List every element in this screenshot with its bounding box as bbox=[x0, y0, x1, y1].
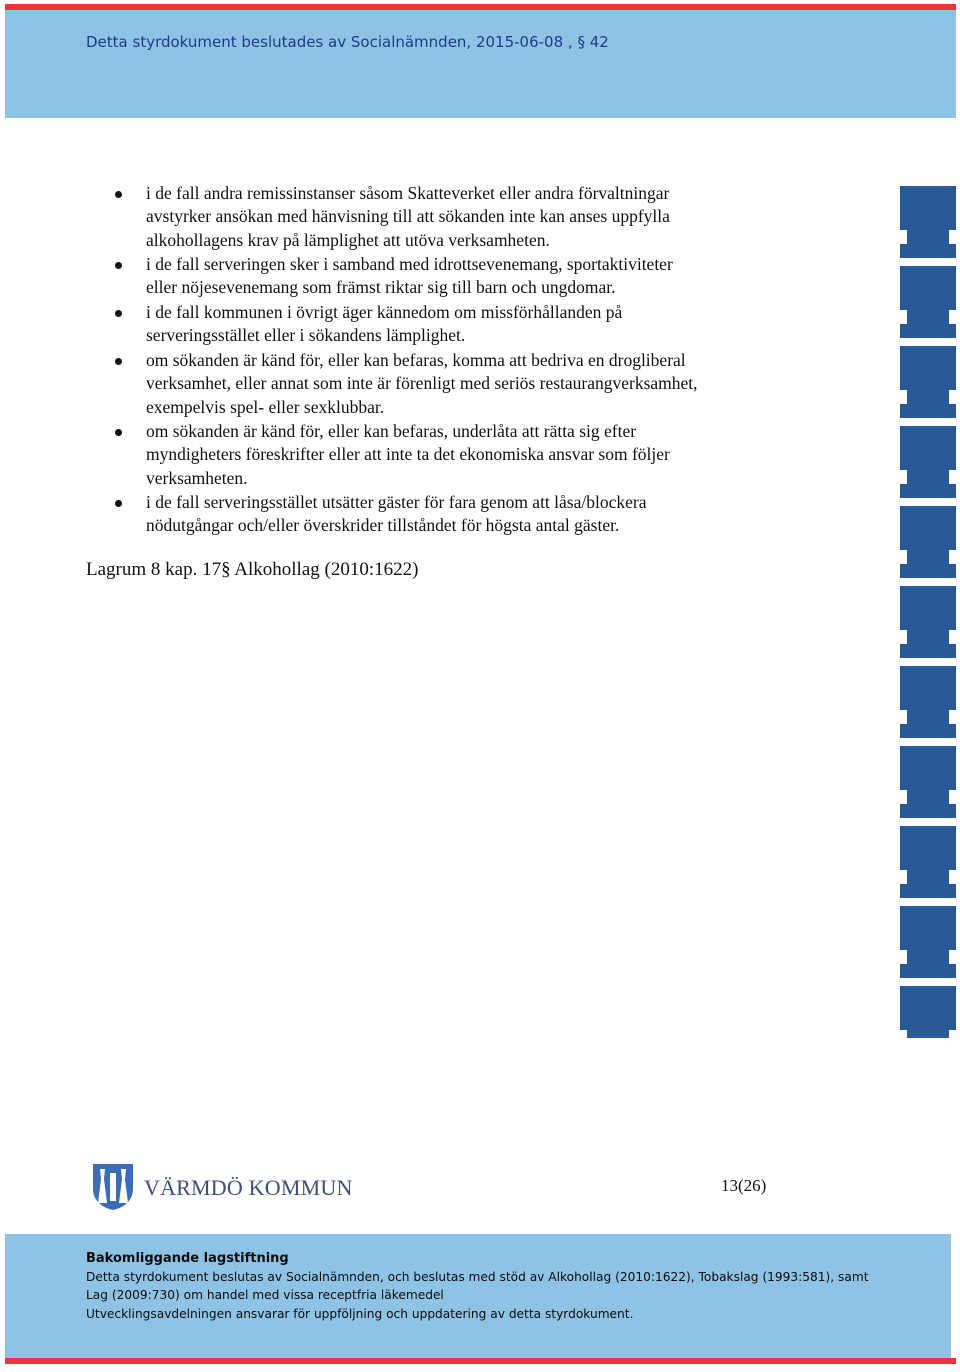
municipality-logo bbox=[92, 1163, 352, 1213]
list-item-text: om sökanden är känd för, eller kan befaras, komma att bedriva en drogliberal verksamhet, eller annat som inte är förenligt med seriös restaurangverksamhet, exempelvis spel- eller sexklubbar. bbox=[146, 350, 698, 417]
logo-wordmark: VÄRMDÖ KOMMUN bbox=[144, 1175, 353, 1200]
coat-of-arms-icon bbox=[92, 1163, 134, 1211]
bullet-icon bbox=[115, 358, 122, 365]
footer-line: Lag (2009:730) om handel med vissa receptfria läkemedel bbox=[86, 1288, 444, 1303]
bullet-icon bbox=[115, 262, 122, 269]
footer-title: Bakomliggande lagstiftning bbox=[86, 1251, 289, 1266]
side-decorative-pattern bbox=[900, 186, 956, 1038]
page-number: 13(26) bbox=[721, 1176, 767, 1195]
footer-legislation bbox=[86, 1250, 886, 1323]
list-item-text: i de fall serveringen sker i samband med idrottsevenemang, sportaktiviteter eller nöjesevenemang som främst riktar sig till barn och ungdomar. bbox=[146, 254, 673, 298]
list-item-text: i de fall andra remissinstanser såsom Skatteverket eller andra förvaltningar avstyrker ansökan med hänvisning till att sökanden inte kan anses uppfylla alkohollagens krav på lämplighet att utöva verksamheten. bbox=[146, 183, 670, 250]
footer-line: Detta styrdokument beslutas av Socialnämnden, och beslutas med stöd av Alkohollag (2010:1622), Tobakslag (1993:581), samt bbox=[86, 1270, 869, 1285]
list-item-text: om sökanden är känd för, eller kan befaras, underlåta att rätta sig efter myndigheters föreskrifter eller att inte ta det ekonomiska ansvar som följer verksamheten. bbox=[146, 421, 670, 488]
header-band bbox=[5, 10, 956, 118]
footer-line: Utvecklingsavdelningen ansvarar för uppföljning och uppdatering av detta styrdokument. bbox=[86, 1306, 634, 1321]
bullet-icon bbox=[115, 191, 122, 198]
bullet-icon bbox=[115, 500, 122, 507]
list-item-text: i de fall kommunen i övrigt äger kännedom om missförhållanden på serveringsstället eller i sökandens lämplighet. bbox=[146, 302, 623, 346]
list-item-text: i de fall serveringsstället utsätter gäster för fara genom att låsa/blockera nödutgångar och/eller överskrider tillståndet för högsta antal gäster. bbox=[146, 492, 647, 536]
legal-reference: Lagrum 8 kap. 17§ Alkohollag (2010:1622) bbox=[86, 559, 419, 580]
bullet-icon bbox=[115, 310, 122, 317]
header-decision-text: Detta styrdokument beslutades av Socialnämnden, 2015-06-08 , § 42 bbox=[86, 33, 609, 51]
bottom-red-rule bbox=[5, 1358, 956, 1364]
bullet-icon bbox=[115, 429, 122, 436]
